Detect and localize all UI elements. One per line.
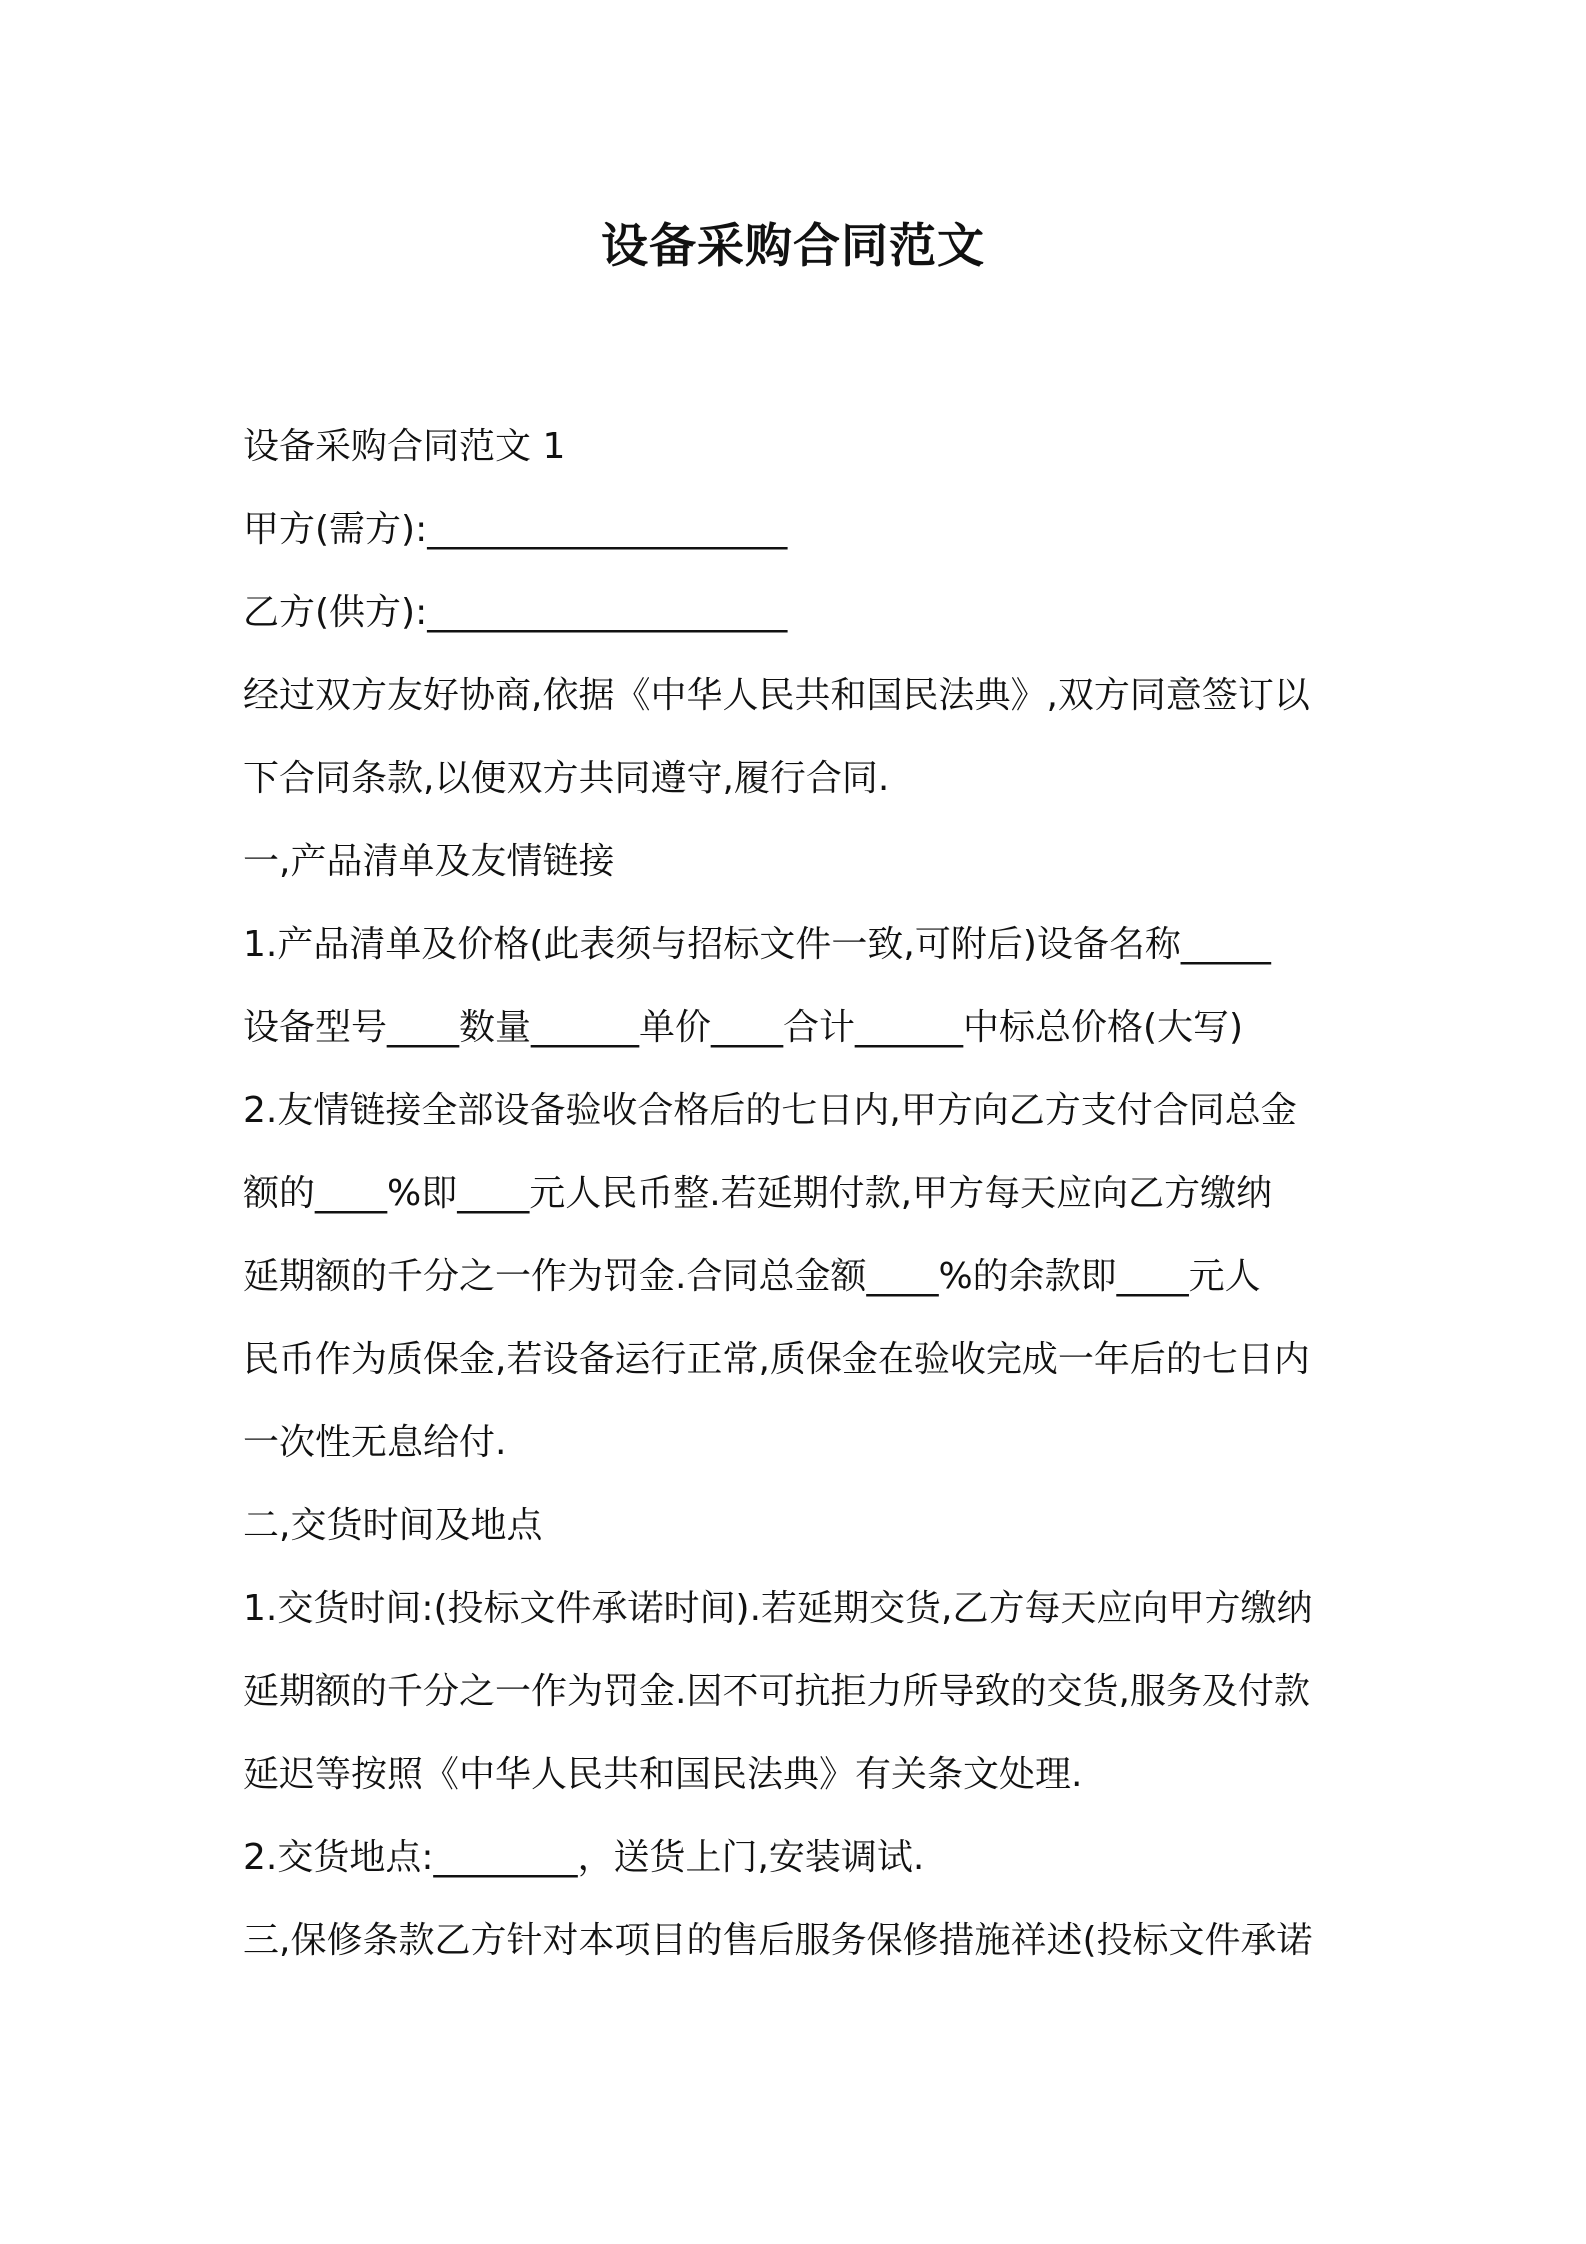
text-line: 延期额的千分之一作为罚金.因不可抗拒力所导致的交货,服务及付款 [243, 1671, 1310, 1712]
text-line: 乙方(供方):____________________ [243, 592, 788, 633]
text-line: 一,产品清单及友情链接 [243, 841, 615, 882]
text-line: 民币作为质保金,若设备运行正常,质保金在验收完成一年后的七日内 [243, 1339, 1310, 1380]
text-line: 2.交货地点:________，送货上门,安装调试. [243, 1837, 925, 1878]
text-line: 经过双方友好协商,依据《中华人民共和国民法典》,双方同意签订以 [243, 675, 1310, 716]
text-line: 1.交货时间:(投标文件承诺时间).若延期交货,乙方每天应向甲方缴纳 [243, 1588, 1313, 1629]
text-line: 1.产品清单及价格(此表须与招标文件一致,可附后)设备名称_____ [243, 924, 1271, 965]
text-line: 设备型号____数量______单价____合计______中标总价格(大写) [243, 1007, 1244, 1048]
text-line: 下合同条款,以便双方共同遵守,履行合同. [243, 758, 890, 799]
text-line: 延期额的千分之一作为罚金.合同总金额____%的余款即____元人 [243, 1256, 1261, 1297]
text-line: 2.友情链接全部设备验收合格后的七日内,甲方向乙方支付合同总金 [243, 1090, 1297, 1131]
document-title: 设备采购合同范文 [601, 219, 985, 274]
text-line: 设备采购合同范文 1 [243, 426, 566, 467]
text-line: 二,交货时间及地点 [243, 1505, 543, 1546]
text-line: 甲方(需方):____________________ [243, 509, 788, 550]
text-line: 延迟等按照《中华人民共和国民法典》有关条文处理. [243, 1754, 1083, 1795]
text-line: 额的____%即____元人民币整.若延期付款,甲方每天应向乙方缴纳 [243, 1173, 1273, 1214]
text-line: 三,保修条款乙方针对本项目的售后服务保修措施祥述(投标文件承诺 [243, 1920, 1313, 1961]
document-body [243, 405, 1353, 1982]
text-line: 一次性无息给付. [243, 1422, 507, 1463]
